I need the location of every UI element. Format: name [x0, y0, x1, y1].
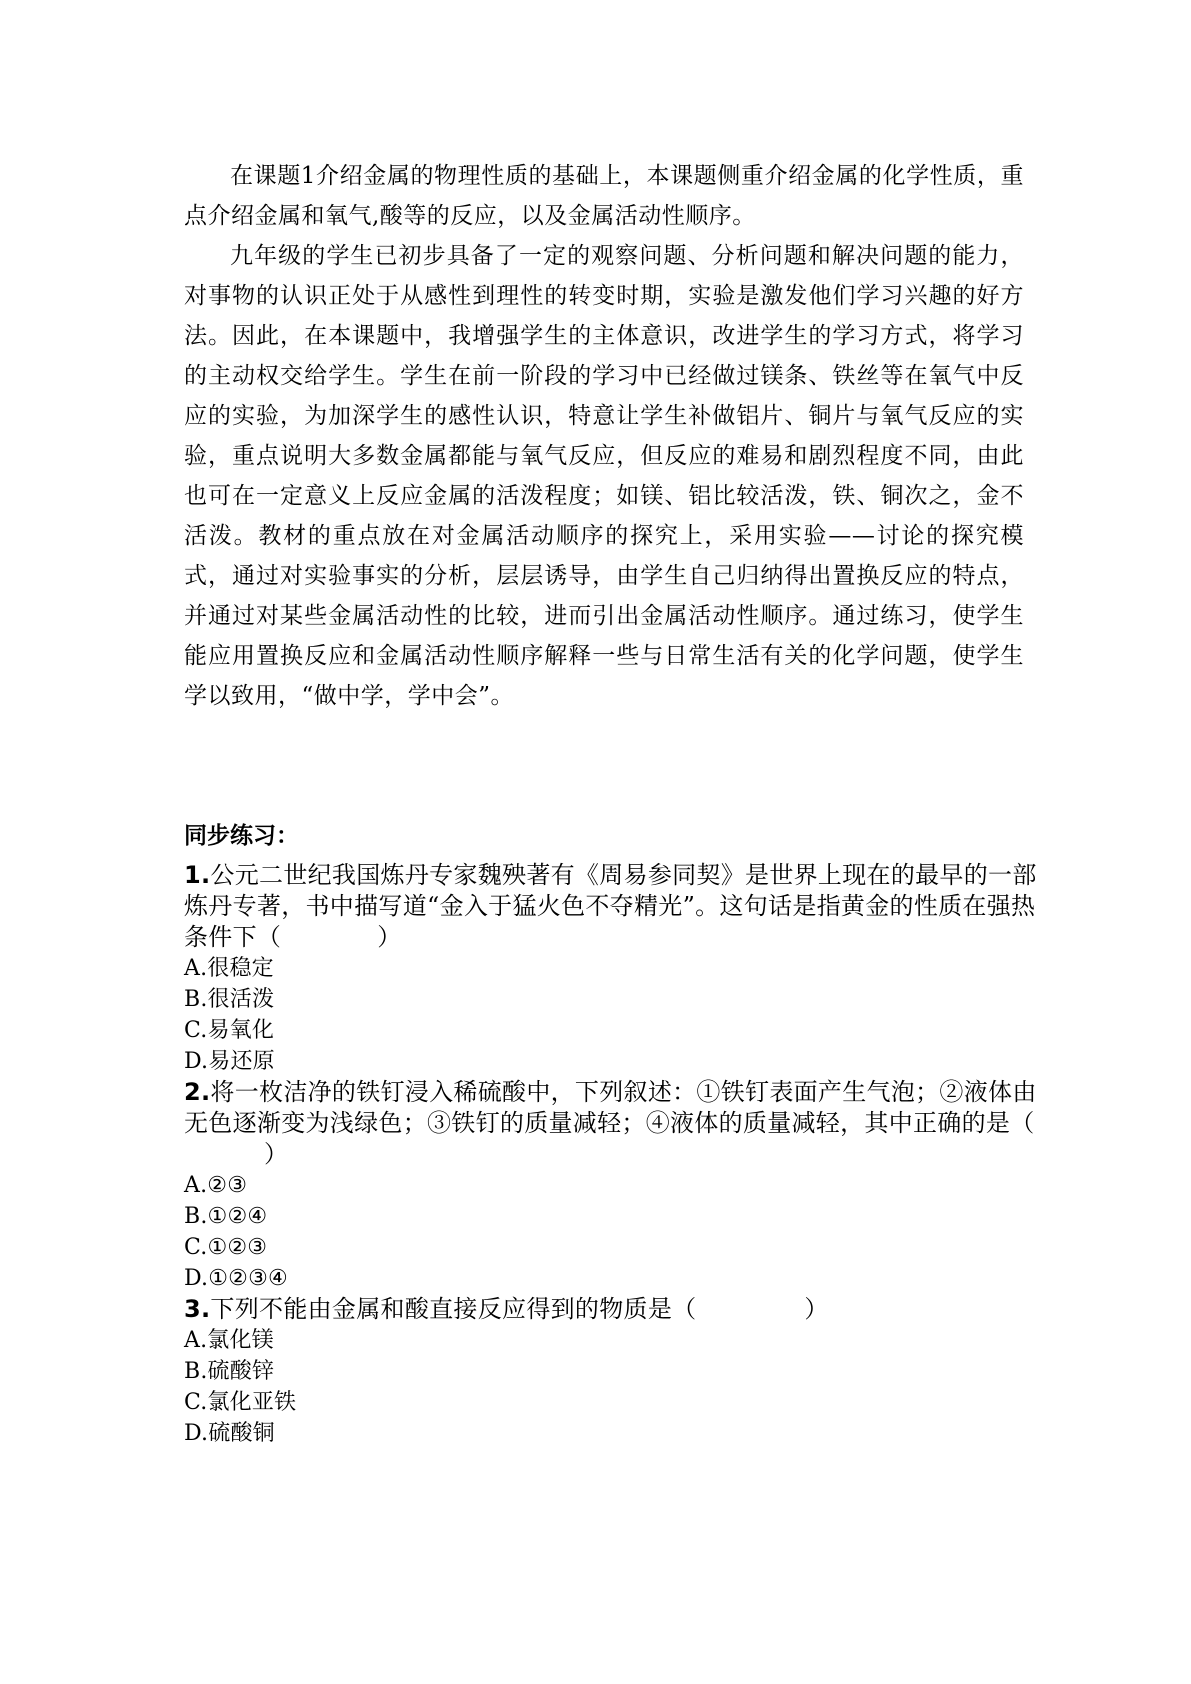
question-text: 公元二世纪我国炼丹专家魏殃著有《周易参同契》是世界上现在的最早的一部炼丹专著，书中描写道“金入于猛火色不夺精光”。这句话是指黄金的性质在强热条件下（: [184, 861, 1037, 951]
option-a: A.氯化镁: [184, 1328, 274, 1353]
exercises-section: [184, 816, 1044, 1449]
question-text: 将一枚洁净的铁钉浸入稀硫酸中，下列叙述：①铁钉表面产生气泡；②液体由无色逐渐变为浅绿色；③铁钉的质量减轻；④液体的质量减轻，其中正确的是（: [184, 1078, 1037, 1137]
question-stem: [184, 860, 1044, 953]
option-c: C.氯化亚铁: [184, 1390, 297, 1415]
question-stem: [184, 1077, 1044, 1170]
intro-paragraph: 在课题1介绍金属的物理性质的基础上，本课题侧重介绍金属的化学性质，重点介绍金属和氧气,酸等的反应，以及金属活动性顺序。: [184, 163, 1024, 229]
question-close: ）: [377, 923, 402, 951]
option-b: B.很活泼: [184, 987, 275, 1012]
option-b: B.硫酸锌: [184, 1359, 275, 1384]
question-2: [184, 1077, 1044, 1294]
question-number: 1.: [184, 861, 211, 889]
question-close: ）: [804, 1295, 829, 1323]
option-d: D.易还原: [184, 1049, 275, 1074]
question-1: [184, 860, 1044, 1077]
question-stem: [184, 1294, 1044, 1325]
question-text: 下列不能由金属和酸直接反应得到的物质是（: [210, 1295, 697, 1323]
intro-section: [184, 156, 1024, 716]
question-close: ）: [264, 1140, 289, 1168]
question-number: 3.: [184, 1295, 211, 1323]
intro-paragraph: 九年级的学生已初步具备了一定的观察问题、分析问题和解决问题的能力，对事物的认识正处于从感性到理性的转变时期，实验是激发他们学习兴趣的好方法。因此，在本课题中，我增强学生的主体意识，改进学生的学习方式，将学习的主动权交给学生。学生在前一阶段的学习中已经做过镁条、铁丝等在氧气中反应的实验，为加深学生的感性认识，特意让学生补做铝片、铜片与氧气反应的实验，重点说明大多数金属都能与氧气反应，但反应的难易和剧烈程度不同，由此也可在一定意义上反应金属的活泼程度；如镁、铝比较活泼，铁、铜次之，金不活泼。教材的重点放在对金属活动顺序的探究上，采用实验——讨论的探究模式，通过对实验事实的分析，层层诱导，由学生自己归纳得出置换反应的特点，并通过对某些金属活动性的比较，进而引出金属活动性顺序。通过练习，使学生能应用置换反应和金属活动性顺序解释一些与日常生活有关的化学问题，使学生学以致用，“做中学，学中会”。: [184, 243, 1024, 709]
section-title: 同步练习：: [184, 823, 299, 849]
option-a: A.很稳定: [184, 956, 274, 981]
option-d: D.硫酸铜: [184, 1421, 275, 1446]
option-c: C.易氧化: [184, 1018, 275, 1043]
question-3: [184, 1294, 1044, 1449]
question-number: 2.: [184, 1078, 211, 1106]
option-a: A.②③: [184, 1173, 248, 1198]
option-b: B.①②④: [184, 1204, 268, 1229]
option-d: D.①②③④: [184, 1266, 288, 1291]
option-c: C.①②③: [184, 1235, 268, 1260]
